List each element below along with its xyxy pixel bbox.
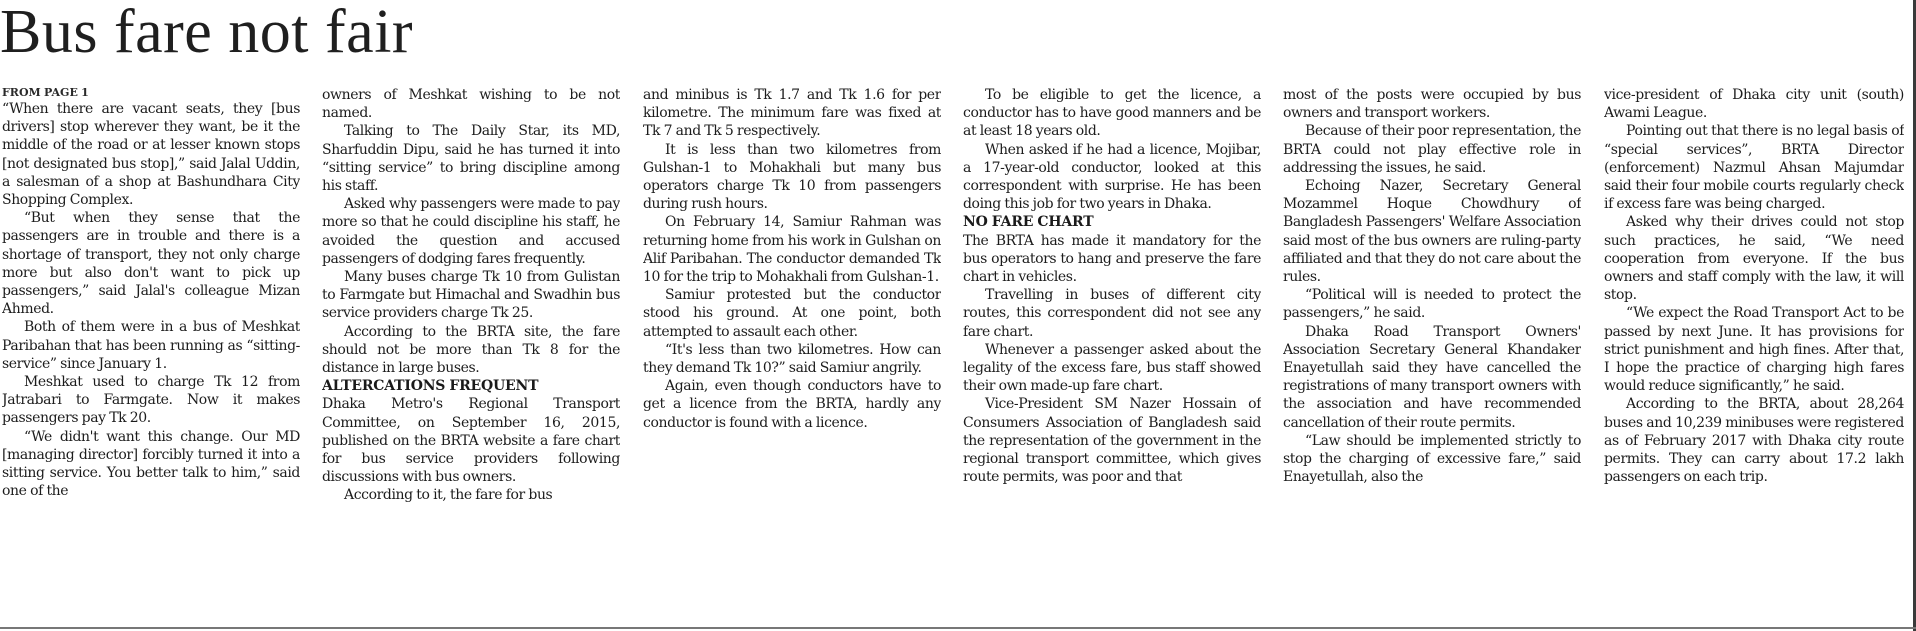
paragraph: “Political will is needed to protect the passengers,” he said. — [1283, 287, 1581, 322]
paragraph: Talking to The Daily Star, its MD, Sharfuddin Dipu, said he has turned it into “sitting service” to bring discipline among his staff. — [322, 123, 620, 195]
paragraph: Again, even though conductors have to get a licence from the BRTA, hardly any conductor is found with a licence. — [643, 378, 941, 431]
bottom-rule — [0, 627, 1916, 629]
paragraph: Because of their poor representation, the BRTA could not play effective role in addressing the issues, he said. — [1283, 123, 1581, 176]
article-body — [0, 86, 1908, 614]
paragraph: “When there are vacant seats, they [bus drivers] stop wherever they want, be it the middle of the road or at lesser known stops [not designated bus stop],” said Jalal Uddin, a salesman of a shop at Bashundhara City Shopping Complex. — [2, 101, 300, 209]
paragraph: “Law should be implemented strictly to stop the charging of excessive fare,” said Enayetullah, also the — [1283, 432, 1581, 486]
paragraph: “It's less than two kilometres. How can they demand Tk 10?” said Samiur angrily. — [643, 341, 941, 377]
continuation-kicker: FROM PAGE 1 — [2, 86, 89, 99]
column-2 — [322, 86, 620, 614]
paragraph: and minibus is Tk 1.7 and Tk 1.6 for per kilometre. The minimum fare was fixed at Tk 7 and Tk 5 respectively. — [643, 87, 941, 140]
paragraph: “We expect the Road Transport Act to be passed by next June. It has provisions for strict punishment and high fines. After that, I hope the practice of charging high fares would reduce significantly,” he said. — [1604, 305, 1904, 395]
paragraph: Both of them were in a bus of Meshkat Paribahan that has been running as “sitting-service” since January 1. — [2, 319, 300, 372]
column-1 — [2, 86, 300, 614]
paragraph: When asked if he had a licence, Mojibar, a 17-year-old conductor, looked at this correspondent with surprise. He has been doing this job for two years in Dhaka. — [963, 141, 1261, 213]
paragraph: On February 14, Samiur Rahman was returning home from his work in Gulshan on Alif Paribahan. The conductor demanded Tk 10 for the trip to Mohakhali from Gulshan-1. — [643, 214, 941, 286]
paragraph: Whenever a passenger asked about the legality of the excess fare, bus staff showed their own made-up fare chart. — [963, 341, 1261, 395]
paragraph: Meshkat used to charge Tk 12 from Jatrabari to Farmgate. Now it makes passengers pay Tk 20. — [2, 374, 300, 427]
paragraph: Asked why passengers were made to pay more so that he could discipline his staff, he avoided the question and accused passengers of dodging fares frequently. — [322, 196, 620, 267]
column-6 — [1604, 86, 1904, 614]
paragraph: Vice-President SM Nazer Hossain of Consumers Association of Bangladesh said the representation of the government in the regional transport committee, which gives route permits, was poor and that — [963, 396, 1261, 486]
paragraph: Asked why their drives could not stop such practices, he said, “We need cooperation from everyone. If the bus owners and staff comply with the law, it will stop. — [1604, 214, 1904, 304]
paragraph: Many buses charge Tk 10 from Gulistan to Farmgate but Himachal and Swadhin bus service providers charge Tk 25. — [322, 269, 620, 322]
paragraph: Pointing out that there is no legal basis of “special services”, BRTA Director (enforcement) Nazmul Ahsan Majumdar said their four mobile courts regularly check if excess fare was being charged. — [1604, 123, 1904, 213]
paragraph: “But when they sense that the passengers are in trouble and there is a shortage of transport, they not only charge more but also don't want to pick up passengers,” said Jalal's colleague Mizan Ahmed. — [2, 210, 300, 318]
paragraph: Echoing Nazer, Secretary General Mozammel Hoque Chowdhury of Bangladesh Passengers' Welfare Association said most of the bus owners are ruling-party affiliated and that they do not care about the rules. — [1283, 178, 1581, 286]
paragraph: According to the BRTA, about 28,264 buses and 10,239 minibuses were registered as of February 2017 with Dhaka city route permits. They can carry about 17.2 lakh passengers on each trip. — [1604, 396, 1904, 486]
headline: Bus fare not fair — [0, 0, 414, 66]
paragraph: Dhaka Road Transport Owners' Association Secretary General Khandaker Enayetullah said they have cancelled the registrations of many transport owners with the association and have recommended cancellation of their route permits. — [1283, 323, 1581, 431]
paragraph: most of the posts were occupied by bus owners and transport workers. — [1283, 87, 1581, 122]
paragraph: Travelling in buses of different city routes, this correspondent did not see any fare chart. — [963, 287, 1261, 340]
paragraph: The BRTA has made it mandatory for the bus operators to hang and preserve the fare chart in vehicles. — [963, 232, 1261, 286]
paragraph: To be eligible to get the licence, a conductor has to have good manners and be at least 18 years old. — [963, 87, 1261, 140]
paragraph: “We didn't want this change. Our MD [managing director] forcibly turned it into a sitting service. You better talk to him,” said one of the — [2, 428, 300, 500]
paragraph: Dhaka Metro's Regional Transport Committee, on September 16, 2015, published on the BRTA website a fare chart for bus service providers following discussions with bus owners. — [322, 396, 620, 486]
paragraph: According to the BRTA site, the fare should not be more than Tk 8 for the distance in large buses. — [322, 323, 620, 377]
subhead-altercations: ALTERCATIONS FREQUENT — [322, 378, 539, 395]
paragraph: It is less than two kilometres from Gulshan-1 to Mohakhali but many bus operators charge Tk 10 from passengers during rush hours. — [643, 141, 941, 213]
column-5 — [1283, 86, 1581, 614]
subhead-no-fare-chart: NO FARE CHART — [963, 214, 1094, 231]
paragraph: Samiur protested but the conductor stood his ground. At one point, both attempted to assault each other. — [643, 287, 941, 340]
paragraph: vice-president of Dhaka city unit (south) Awami League. — [1604, 87, 1904, 122]
paragraph: According to it, the fare for bus — [344, 487, 553, 504]
column-4 — [963, 86, 1261, 614]
paragraph: owners of Meshkat wishing to be not named. — [322, 87, 620, 122]
column-3 — [643, 86, 941, 614]
